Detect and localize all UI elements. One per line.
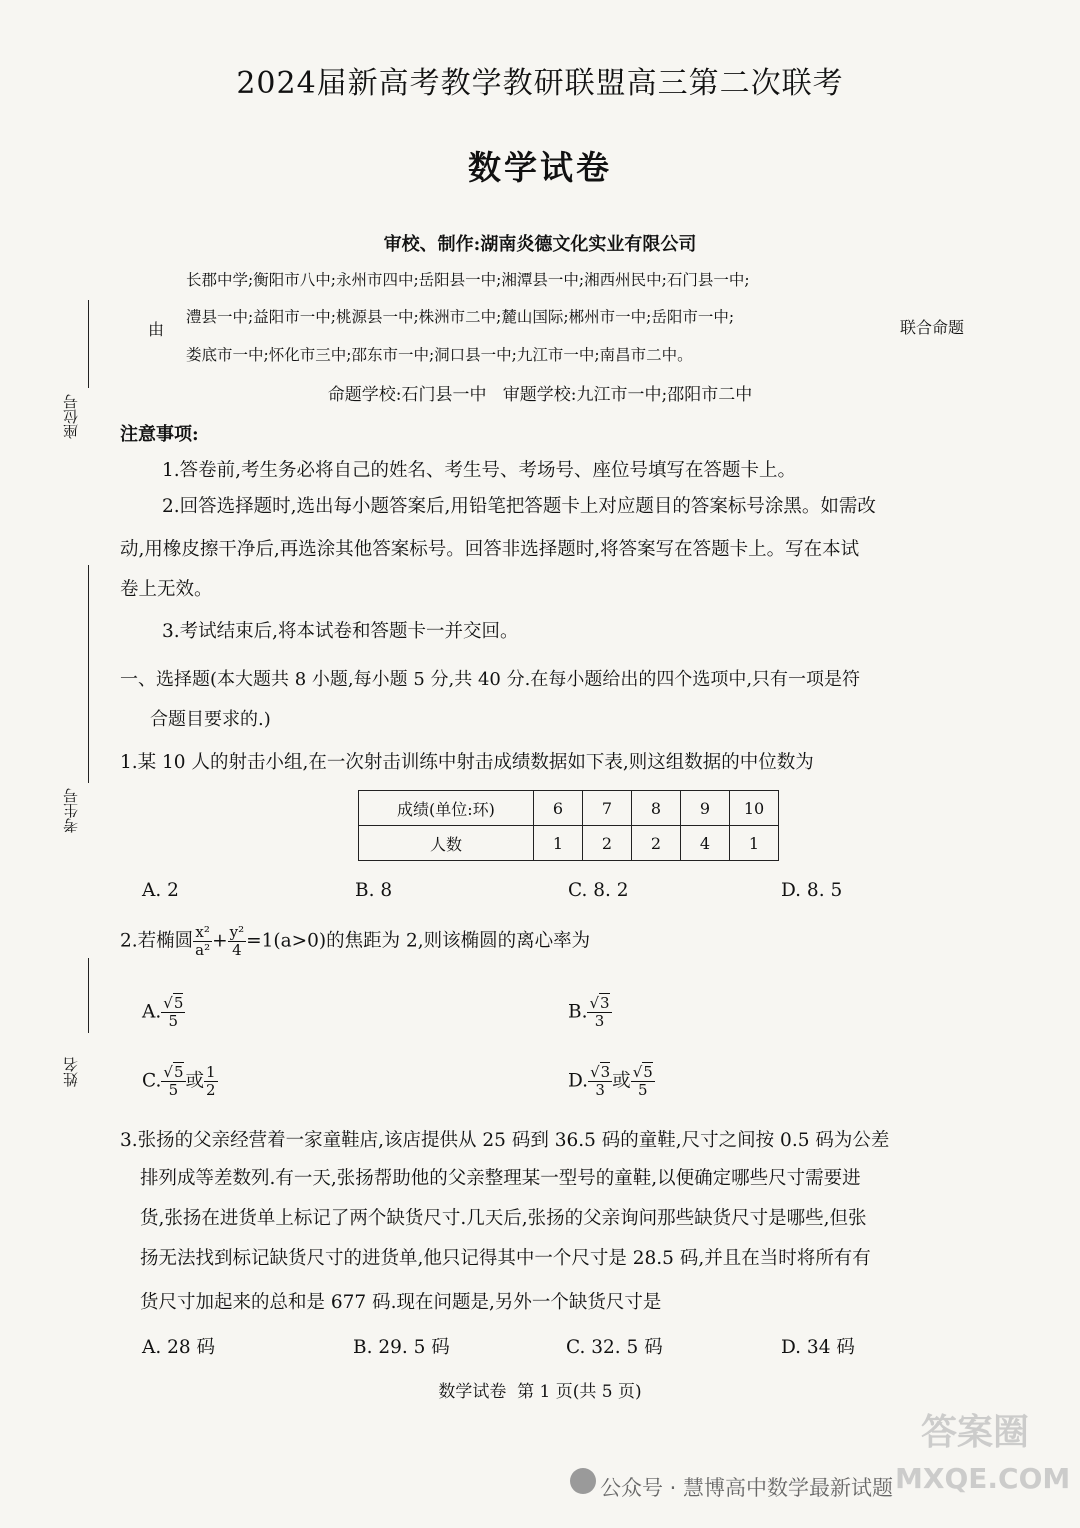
site-logo-watermark xyxy=(895,1410,1071,1510)
fraction-y2-4 xyxy=(228,924,247,959)
notice-item-1: 1.答卷前,考生务必将自己的姓名、考生号、考场号、座位号填写在答题卡上。 xyxy=(162,460,797,481)
score-table xyxy=(358,790,779,861)
option-label: B. xyxy=(568,1001,588,1023)
denominator: 5 xyxy=(637,1081,648,1099)
option-label: A. xyxy=(142,1001,162,1023)
table-row xyxy=(359,791,779,826)
numerator xyxy=(631,1064,655,1082)
table-cell: 6 xyxy=(534,791,583,826)
q3-option-d: D. 34 码 xyxy=(781,1337,855,1358)
name-blank xyxy=(88,958,89,1033)
fraction-root3-over-3 xyxy=(587,995,611,1030)
fraction-root5-over-5 xyxy=(161,995,185,1030)
numerator xyxy=(587,995,611,1013)
q2-option-d xyxy=(568,1064,655,1099)
table-cell: 8 xyxy=(632,791,681,826)
denominator: 5 xyxy=(168,1012,179,1030)
radical-sign: √ xyxy=(163,1063,173,1081)
numerator xyxy=(161,1064,185,1082)
table-cell: 7 xyxy=(583,791,632,826)
radical-sign: √ xyxy=(589,994,600,1012)
logo-text-top: 答案圈 xyxy=(920,1412,1029,1453)
section-1-heading: 一、选择题(本大题共 8 小题,每小题 5 分,共 40 分.在每小题给出的四个选项中,只有一项是符 xyxy=(120,669,861,690)
or-word: 或 xyxy=(185,1070,205,1092)
radicand: 3 xyxy=(600,994,610,1012)
watermark-text: 公众号 · 慧博高中数学最新试题 xyxy=(600,1476,894,1500)
radical-sign: √ xyxy=(632,1063,643,1081)
numerator: x² xyxy=(193,924,212,942)
option-label: C. xyxy=(142,1070,162,1092)
proposing-schools: 命题学校:石门县一中 审题学校:九江市一中;邵阳市二中 xyxy=(327,385,753,405)
q1-option-b: B. 8 xyxy=(355,880,393,901)
fraction-root3-over-3 xyxy=(588,1064,612,1099)
exam-number-label: 考生号 xyxy=(62,788,80,833)
paper-title: 数学试卷 xyxy=(468,148,612,187)
fraction-root5-over-5 xyxy=(631,1064,655,1099)
fraction-1-over-2 xyxy=(204,1064,218,1099)
radical-sign: √ xyxy=(590,1063,600,1081)
producer-line: 审校、制作:湖南炎德文化实业有限公司 xyxy=(383,234,697,255)
q3-option-b: B. 29. 5 码 xyxy=(353,1337,450,1358)
q1-option-d: D. 8. 5 xyxy=(781,880,843,901)
denominator: 3 xyxy=(595,1081,605,1099)
fraction-root5-over-5 xyxy=(161,1064,185,1099)
notice-item-2-line-1: 2.回答选择题时,选出每小题答案后,用铅笔把答题卡上对应题目的答案标号涂黑。如需改 xyxy=(162,496,876,517)
q1-option-a: A. 2 xyxy=(142,880,179,901)
question-3-line-5: 货尺寸加起来的总和是 677 码.现在问题是,另外一个缺货尺寸是 xyxy=(140,1292,662,1313)
denominator: 4 xyxy=(232,941,242,959)
question-3-line-2: 排列成等差数列.有一天,张扬帮助他的父亲整理某一型号的童鞋,以便确定哪些尺寸需要进 xyxy=(140,1168,861,1189)
notice-item-3: 3.考试结束后,将本试卷和答题卡一并交回。 xyxy=(162,621,519,642)
q2-option-a xyxy=(142,995,185,1030)
logo-text-bottom: MXQE.COM xyxy=(895,1462,1071,1495)
table-cell: 4 xyxy=(681,826,730,861)
section-1-heading-cont: 合题目要求的.) xyxy=(150,709,271,730)
denominator: a² xyxy=(195,941,211,959)
denominator: 2 xyxy=(206,1081,216,1099)
table-cell: 2 xyxy=(583,826,632,861)
notice-item-2-line-2: 动,用橡皮擦干净后,再选涂其他答案标号。回答非选择题时,将答案写在答题卡上。写在本试 xyxy=(120,539,860,560)
seat-number-label: 座位号 xyxy=(62,394,80,439)
table-cell: 1 xyxy=(534,826,583,861)
school-list-line-3: 娄底市一中;怀化市三中;邵东市一中;洞口县一中;九江市一中;南昌市二中。 xyxy=(186,346,693,364)
school-list-line-2: 澧县一中;益阳市一中;桃源县一中;株洲市二中;麓山国际;郴州市一中;岳阳市一中; xyxy=(186,308,735,326)
numerator xyxy=(588,1064,612,1082)
question-2-stem xyxy=(120,924,590,959)
q1-option-c: C. 8. 2 xyxy=(568,880,629,901)
q2-suffix: =1(a>0)的焦距为 2,则该椭圆的离心率为 xyxy=(246,930,591,952)
numerator: y² xyxy=(229,923,245,941)
table-row xyxy=(359,826,779,861)
or-word: 或 xyxy=(612,1070,631,1092)
question-3-line-4: 扬无法找到标记缺货尺寸的进货单,他只记得其中一个尺寸是 28.5 码,并且在当时将所有有 xyxy=(140,1248,871,1269)
radicand: 5 xyxy=(643,1063,653,1081)
question-3-line-3: 货,张扬在进货单上标记了两个缺货尺寸.几天后,张扬的父亲询问那些缺货尺寸是哪些,但张 xyxy=(140,1208,867,1229)
name-label: 姓名 xyxy=(62,1057,80,1087)
joint-proposition-label: 联合命题 xyxy=(900,318,965,337)
denominator: 5 xyxy=(168,1081,179,1099)
table-cell: 10 xyxy=(730,791,779,826)
table-cell: 成绩(单位:环) xyxy=(359,791,534,826)
q2-prefix: 2.若椭圆 xyxy=(120,930,194,952)
question-1-stem: 1.某 10 人的射击小组,在一次射击训练中射击成绩数据如下表,则这组数据的中位数为 xyxy=(120,752,814,773)
radical-sign: √ xyxy=(163,994,173,1012)
radicand: 5 xyxy=(173,1063,184,1081)
table-cell: 9 xyxy=(681,791,730,826)
numerator xyxy=(161,995,185,1013)
q3-option-a: A. 28 码 xyxy=(142,1337,216,1358)
wechat-icon xyxy=(570,1468,596,1494)
q2-option-c xyxy=(142,1064,218,1099)
radicand: 3 xyxy=(600,1063,611,1081)
table-cell: 1 xyxy=(730,826,779,861)
page-footer: 数学试卷 第 1 页(共 5 页) xyxy=(438,1382,642,1402)
fraction-x2-a2 xyxy=(193,924,212,959)
by-label: 由 xyxy=(148,320,165,339)
radicand: 5 xyxy=(173,994,184,1012)
question-3-line-1: 3.张扬的父亲经营着一家童鞋店,该店提供从 25 码到 36.5 码的童鞋,尺寸之间按 0.5 码为公差 xyxy=(120,1130,890,1151)
notice-heading: 注意事项: xyxy=(120,424,199,445)
numerator: 1 xyxy=(206,1063,216,1081)
q3-option-c: C. 32. 5 码 xyxy=(566,1337,663,1358)
school-list-line-1: 长郡中学;衡阳市八中;永州市四中;岳阳县一中;湘潭县一中;湘西州民中;石门县一中; xyxy=(186,271,750,289)
seat-number-blank xyxy=(88,300,89,388)
plus-sign: + xyxy=(212,930,228,952)
q2-option-b xyxy=(568,995,612,1030)
table-cell: 2 xyxy=(632,826,681,861)
notice-item-2-line-3: 卷上无效。 xyxy=(120,579,213,600)
option-label: D. xyxy=(568,1070,589,1092)
denominator: 3 xyxy=(594,1012,605,1030)
exam-series-title: 2024届新高考教学教研联盟高三第二次联考 xyxy=(236,66,844,101)
exam-number-blank xyxy=(88,565,89,783)
table-cell: 人数 xyxy=(359,826,534,861)
